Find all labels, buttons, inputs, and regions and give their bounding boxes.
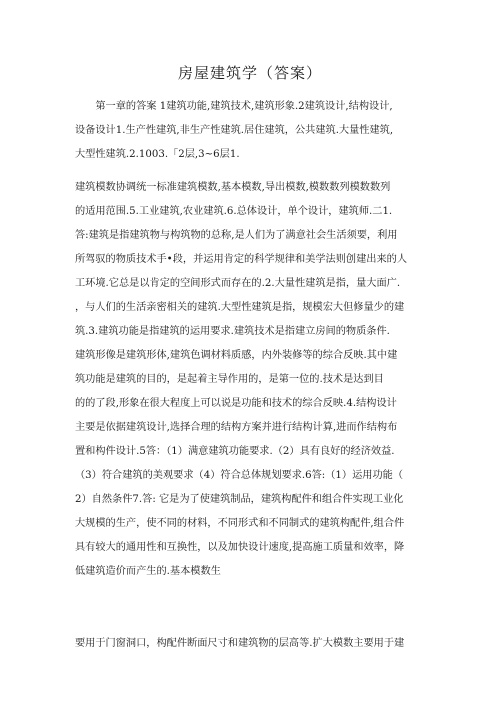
text-line: 建筑模数协调统一标准建筑模数,基本模数,导出模数,模数数列模数数列 <box>75 182 391 193</box>
document-title: 房屋建筑学（答案） <box>177 64 322 82</box>
text-line: 低建筑造价而产生的.基本模数生 <box>75 566 221 577</box>
text-line: 第一章的答案 1建筑功能,建筑技术,建筑形象.2建筑设计,结构设计, <box>75 101 393 112</box>
text-line: 的的了段,形象在很大程度上可以说是功能和技术的综合反映.4.结构设计 <box>75 398 397 409</box>
text-line: 大规模的生产，使不同的材料，不同形式和不同制式的建筑构配件,组合件 <box>75 518 405 529</box>
paragraph-2 <box>75 176 435 584</box>
text-line: 答:建筑是指建筑物与构筑物的总称,是人们为了满意社会生活须要，利用 <box>75 230 398 241</box>
text-line: 主要是依据建筑设计,选择合理的结构方案并进行结构计算,进而作结构布 <box>75 422 398 433</box>
text-line: 的适用范围.5.工业建筑,农业建筑.6.总体设计，单个设计，建筑师.二1. <box>75 206 393 217</box>
text-line: 筑.3.建筑功能是指建筑的运用要求.建筑技术是指建立房间的物质条件. <box>75 326 390 337</box>
text-line: 建筑形像是建筑形体,建筑色调材料质感，内外装修等的综合反映.其中建 <box>75 350 398 361</box>
text-line: （3）符合建筑的美观要求（4）符合总体规划要求.6答:（1）运用功能（ <box>75 470 404 481</box>
text-line: 所驾驭的物质技术手•段，并运用肯定的科学规律和美学法则创建出来的人 <box>75 254 408 265</box>
text-line: 工环境.它总是以肯定的空间形式而存在的.2.大量性建筑是指，量大面广. <box>75 278 401 289</box>
text-line: 置和构件设计.5答：（1）满意建筑功能要求.（2）具有良好的经济效益. <box>75 446 395 457</box>
text-line: 大型性建筑.2.1003.「2层,3~6层1. <box>75 149 240 160</box>
text-line: 筑功能是建筑的目的，是起着主导作用的，是第一位的.技术是达到目 <box>75 374 384 385</box>
text-line: 2）自然条件7.答: 它是为了使建筑制品，建筑构配件和组合件实现工业化 <box>75 494 404 505</box>
text-line: 具有较大的通用性和互换性，以及加快设计速度,提高施工质量和效率，降 <box>75 542 405 553</box>
paragraph-1 <box>75 95 435 167</box>
text-line: 要用于门窗洞口，构配件断面尺寸和建筑物的层高等.扩大模数主要用于建 <box>75 638 405 649</box>
text-line: ，与人们的生活亲密相关的建筑.大型性建筑是指，规模宏大但修量少的建 <box>75 302 405 313</box>
paragraph-3 <box>75 632 435 656</box>
text-line: 设备设计1.生产性建筑,非生产性建筑.居住建筑，公共建筑.大量性建筑, <box>75 125 394 136</box>
